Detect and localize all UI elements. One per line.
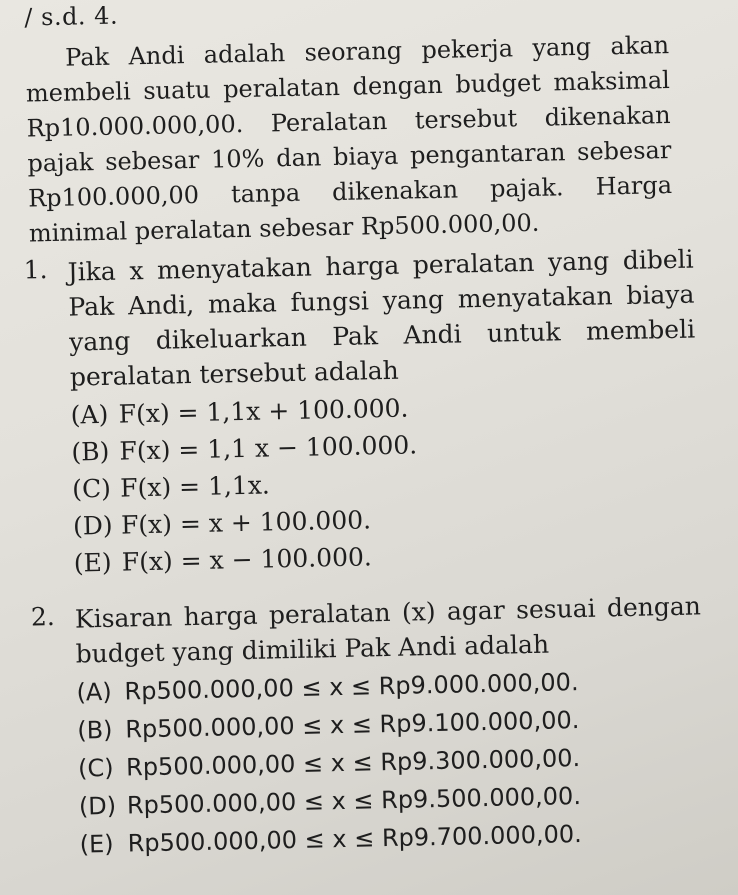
question-2	[31, 588, 706, 864]
question-number: 1.	[23, 255, 48, 285]
question-text: Kisaran harga peralatan (x) agar sesuai dengan budget yang dimiliki Pak Andi adalah	[74, 591, 702, 669]
question-number: 2.	[30, 601, 56, 632]
option-text: F(x) = x + 100.000.	[120, 505, 372, 540]
problem-intro: Pak Andi adalah seorang pekerja yang akan membeli suatu peralatan dengan budget maksimal Rp10.000.000,00. Peralatan tersebut dikenakan pajak sebesar 10% dan biaya pengantaran sebesar Rp100.000,00 tanpa dikenakan pajak. Harga minimal peralatan sebesar Rp500.000,00.	[25, 31, 673, 248]
question-1	[23, 242, 700, 583]
question-text: Jika x menyatakan harga peralatan yang dibeli Pak Andi, maka fungsi yang menyatakan biaya yang dikeluarkan Pak Andi untuk membeli peralatan tersebut adalah	[67, 244, 696, 392]
option-text: Rp500.000,00 ≤ x ≤ Rp9.100.000,00.	[125, 706, 580, 744]
option-label: (A)	[70, 399, 109, 430]
option-label: (B)	[71, 436, 110, 467]
option-text: Rp500.000,00 ≤ x ≤ Rp9.500.000,00.	[126, 782, 582, 820]
options-list	[76, 660, 706, 863]
option-text: Rp500.000,00 ≤ x ≤ Rp9.000.000,00.	[124, 668, 579, 706]
option-label: (D)	[78, 791, 117, 821]
option-label: (C)	[71, 473, 112, 504]
option-text: F(x) = 1,1x.	[119, 470, 271, 503]
option-label: (D)	[72, 510, 113, 541]
option-label: (E)	[79, 829, 114, 859]
option-text: Rp500.000,00 ≤ x ≤ Rp9.300.000,00.	[125, 744, 581, 782]
options-list	[70, 384, 700, 582]
option-text: F(x) = x − 100.000.	[121, 542, 373, 577]
option-text: Rp500.000,00 ≤ x ≤ Rp9.700.000,00.	[127, 820, 583, 858]
option-text: F(x) = 1,1x + 100.000.	[118, 393, 409, 429]
option-label: (B)	[77, 715, 113, 745]
option-label: (A)	[76, 677, 112, 707]
page-header: / s.d. 4.	[24, 1, 119, 32]
option-label: (E)	[73, 547, 112, 578]
option-label: (C)	[77, 753, 114, 783]
option-text: F(x) = 1,1 x − 100.000.	[119, 430, 418, 466]
